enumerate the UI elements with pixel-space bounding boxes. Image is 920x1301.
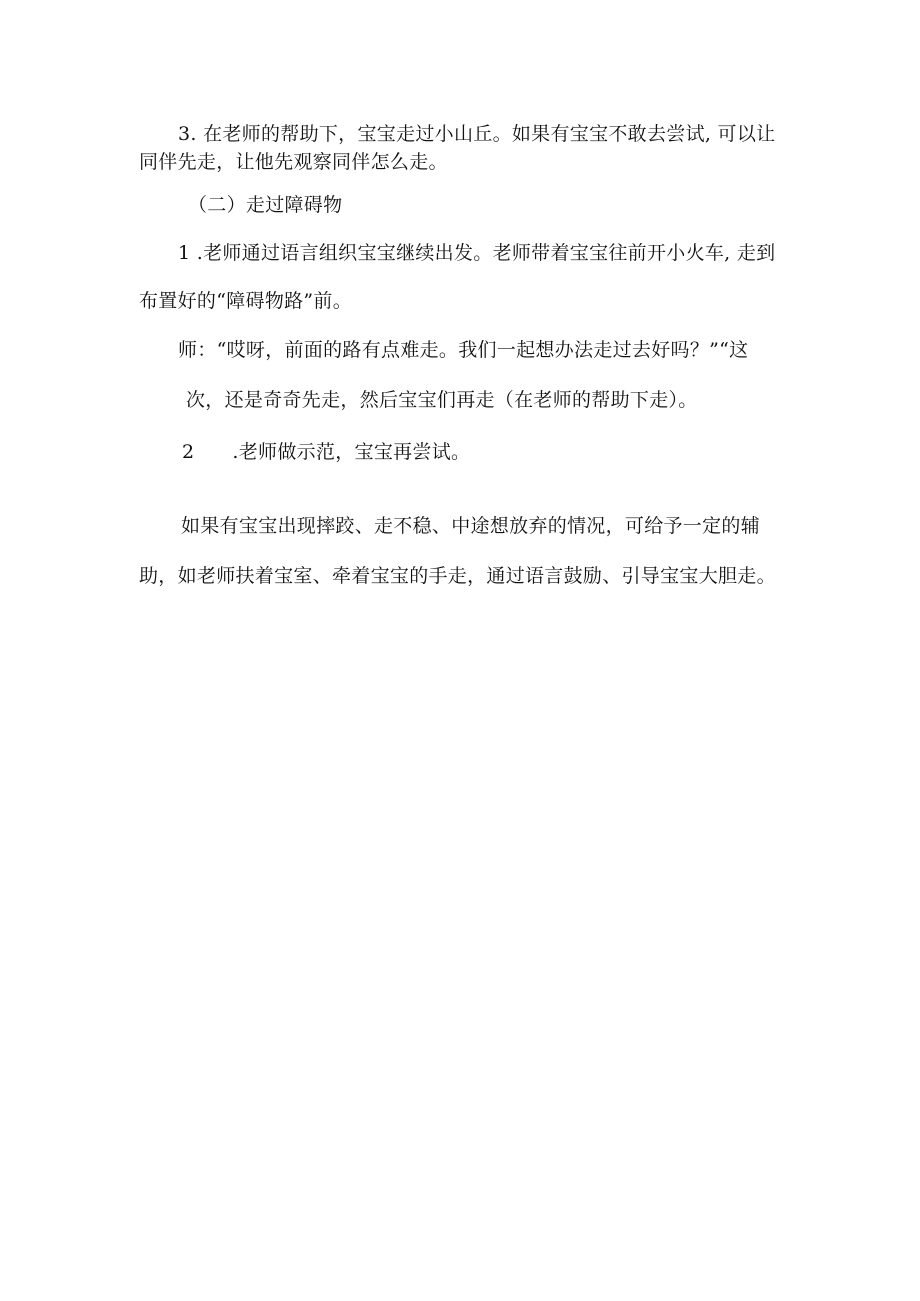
item-1-line-1: 1 .老师通过语言组织宝宝继续出发。老师带着宝宝往前开小火车, 走到 — [178, 242, 776, 264]
item-1-line-2: 布置好的“障碍物路”前。 — [139, 290, 353, 312]
section-heading: （二）走过障碍物 — [188, 194, 343, 216]
paragraph-3-line-1: 3. 在老师的帮助下，宝宝走过小山丘。如果有宝宝不敢去尝试, 可以让 — [178, 123, 776, 145]
item-2-text: .老师做示范，宝宝再尝试。 — [232, 441, 471, 463]
teacher-dialogue-line-2: 次，还是奇奇先走，然后宝宝们再走（在老师的帮助下走）。 — [186, 389, 698, 411]
item-2-number: 2 — [182, 441, 195, 463]
paragraph-3-line-2: 同伴先走，让他先观察同伴怎么走。 — [139, 151, 448, 173]
assist-paragraph-line-1: 如果有宝宝出现摔跤、走不稳、中途想放弃的情况，可给予一定的辅 — [181, 515, 761, 537]
teacher-dialogue-line-1: 师：“哎呀，前面的路有点难走。我们一起想办法走过去好吗？”“这 — [178, 339, 749, 361]
item-2 — [182, 440, 470, 464]
assist-paragraph-line-2: 助，如老师扶着宝室、牵着宝宝的手走，通过语言鼓励、引导宝宝大胆走。 — [139, 565, 776, 587]
